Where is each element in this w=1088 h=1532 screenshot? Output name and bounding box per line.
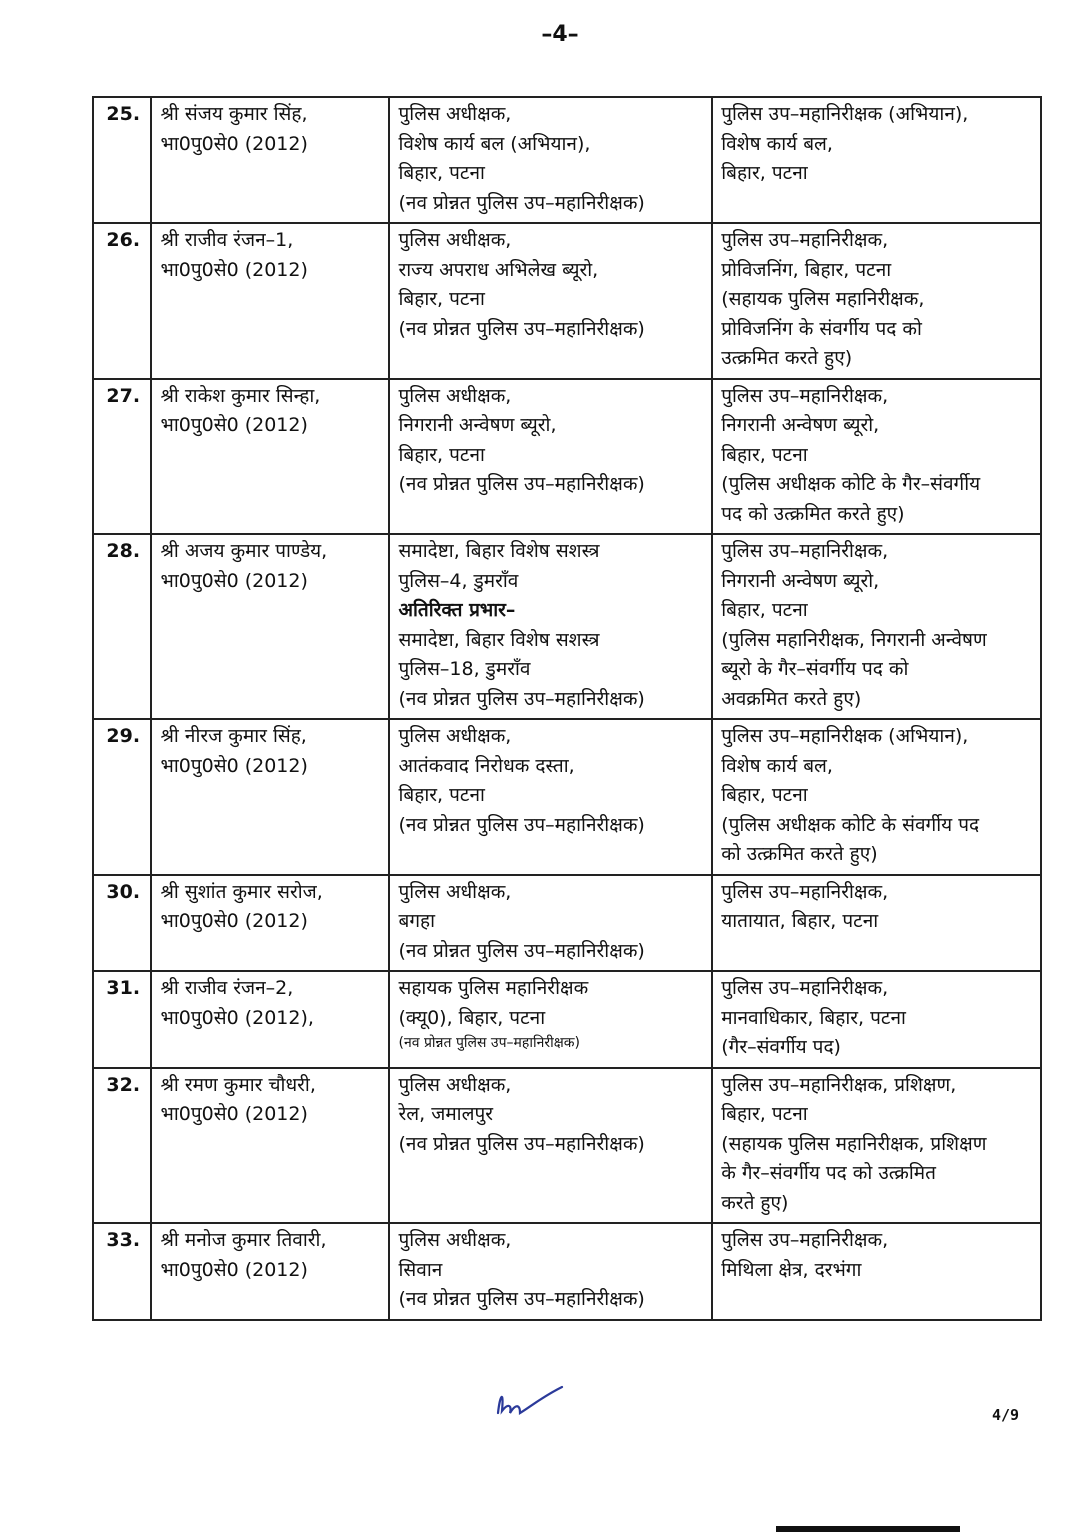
current-post-line: पुलिस अधीक्षक, [398,229,512,251]
table-row [93,379,1041,535]
new-post-cell [712,223,1041,379]
officer-line: श्री राजीव रंजन–1, [160,229,294,251]
signature [490,1383,570,1423]
current-post-line: बिहार, पटना [398,288,485,310]
transfer-table [92,96,1042,1321]
officer-line: श्री अजय कुमार पाण्डेय, [160,540,328,562]
current-post-line: (नव प्रोन्नत पुलिस उप–महानिरीक्षक) [398,1132,645,1155]
current-post-line: राज्य अपराध अभिलेख ब्यूरो, [398,258,599,281]
serial-number: 25. [93,97,151,223]
table-row [93,971,1041,1068]
current-post-line: बिहार, पटना [398,162,485,184]
new-post-line: पुलिस उप–महानिरीक्षक, [721,977,889,999]
table-row [93,875,1041,972]
current-post-line: (नव प्रोन्नत पुलिस उप–महानिरीक्षक) [398,939,645,962]
new-post-cell [712,97,1041,223]
serial-number: 27. [93,379,151,535]
officer-line: भा0पु0से0 (2012) [160,569,308,592]
serial-number: 26. [93,223,151,379]
current-post-line: पुलिस अधीक्षक, [398,880,512,903]
current-post-line: पुलिस अधीक्षक, [398,384,512,407]
current-post-line: (नव प्रोन्नत पुलिस उप–महानिरीक्षक) [398,473,645,495]
page-of-total: 4/9 [992,1406,1020,1424]
officer-line: श्री संजय कुमार सिंह, [160,103,308,125]
new-post-line: पुलिस उप–महानिरीक्षक (अभियान), [721,725,969,747]
officer-name-cell [151,719,389,875]
current-post-line: पुलिस–4, डुमराँव [398,569,519,592]
current-post-line: (नव प्रोन्नत पुलिस उप–महानिरीक्षक) [398,1035,580,1051]
new-post-line: (पुलिस महानिरीक्षक, निगरानी अन्वेषण [721,628,987,651]
current-post-line: विशेष कार्य बल (अभियान), [398,132,591,155]
new-post-line: पुलिस उप–महानिरीक्षक, [721,384,889,407]
new-post-cell [712,379,1041,535]
current-post-cell [389,97,712,223]
serial-number: 28. [93,534,151,719]
officer-line: भा0पु0से0 (2012), [160,1006,314,1029]
officer-line: श्री नीरज कुमार सिंह, [160,725,307,747]
new-post-line: पुलिस उप–महानिरीक्षक, [721,229,889,251]
new-post-cell [712,971,1041,1068]
serial-number: 33. [93,1223,151,1320]
current-post-line: अतिरिक्त प्रभार– [398,599,516,621]
current-post-cell [389,875,712,972]
serial-number: 29. [93,719,151,875]
officer-name-cell [151,223,389,379]
current-post-line: पुलिस अधीक्षक, [398,725,512,747]
officer-line: श्री राकेश कुमार सिन्हा, [160,384,321,407]
transfer-table-body [93,97,1041,1320]
new-post-line: प्रोविजनिंग के संवर्गीय पद को [721,317,922,340]
officer-line: श्री रमण कुमार चौधरी, [160,1073,316,1096]
table-row [93,534,1041,719]
officer-line: भा0पु0से0 (2012) [160,754,308,777]
current-post-line: पुलिस अधीक्षक, [398,103,512,125]
new-post-line: निगरानी अन्वेषण ब्यूरो, [721,569,880,592]
new-post-line: पुलिस उप–महानिरीक्षक, [721,880,889,903]
officer-line: श्री मनोज कुमार तिवारी, [160,1229,327,1251]
serial-number: 32. [93,1068,151,1224]
new-post-cell [712,534,1041,719]
new-post-line: यातायात, बिहार, पटना [721,910,879,932]
serial-number: 31. [93,971,151,1068]
current-post-line: पुलिस–18, डुमराँव [398,658,531,680]
serial-number: 30. [93,875,151,972]
new-post-cell [712,875,1041,972]
current-post-line: समादेष्टा, बिहार विशेष सशस्त्र [398,540,600,562]
table-row [93,1223,1041,1320]
new-post-line: पुलिस उप–महानिरीक्षक (अभियान), [721,103,969,125]
officer-name-cell [151,97,389,223]
current-post-line: (नव प्रोन्नत पुलिस उप–महानिरीक्षक) [398,317,645,340]
new-post-line: (सहायक पुलिस महानिरीक्षक, प्रशिक्षण [721,1132,987,1155]
current-post-line: (नव प्रोन्नत पुलिस उप–महानिरीक्षक) [398,1288,645,1310]
officer-line: भा0पु0से0 (2012) [160,910,308,932]
current-post-line: सिवान [398,1258,443,1281]
officer-name-cell [151,534,389,719]
new-post-line: अवक्रमित करते हुए) [721,687,862,710]
officer-line: भा0पु0से0 (2012) [160,258,308,281]
current-post-line: (नव प्रोन्नत पुलिस उप–महानिरीक्षक) [398,191,645,214]
current-post-line: (क्यू0), बिहार, पटना [398,1006,546,1029]
new-post-line: बिहार, पटना [721,784,808,806]
current-post-cell [389,1068,712,1224]
current-post-line: बगहा [398,910,436,932]
current-post-cell [389,534,712,719]
new-post-cell [712,719,1041,875]
current-post-cell [389,379,712,535]
officer-name-cell [151,1223,389,1320]
new-post-cell [712,1223,1041,1320]
new-post-line: (गैर–संवर्गीय पद) [721,1036,841,1058]
new-post-line: मिथिला क्षेत्र, दरभंगा [721,1258,862,1281]
officer-line: श्री सुशांत कुमार सरोज, [160,880,323,903]
table-row [93,719,1041,875]
new-post-line: (पुलिस अधीक्षक कोटि के संवर्गीय पद [721,813,980,836]
officer-name-cell [151,971,389,1068]
officer-name-cell [151,875,389,972]
table-row [93,1068,1041,1224]
new-post-line: विशेष कार्य बल, [721,132,833,155]
new-post-line: निगरानी अन्वेषण ब्यूरो, [721,414,880,436]
current-post-line: पुलिस अधीक्षक, [398,1229,512,1251]
current-post-cell [389,1223,712,1320]
officer-line: भा0पु0से0 (2012) [160,1103,308,1125]
current-post-cell [389,719,712,875]
current-post-line: (नव प्रोन्नत पुलिस उप–महानिरीक्षक) [398,687,645,710]
page-number: –4– [541,22,579,47]
new-post-line: पुलिस उप–महानिरीक्षक, [721,540,889,562]
new-post-line: ब्यूरो के गैर–संवर्गीय पद को [721,658,909,680]
new-post-line: मानवाधिकार, बिहार, पटना [721,1006,906,1029]
officer-line: भा0पु0से0 (2012) [160,414,308,436]
new-post-line: पद को उत्क्रमित करते हुए) [721,502,905,525]
current-post-line: निगरानी अन्वेषण ब्यूरो, [398,414,557,436]
table-row [93,97,1041,223]
current-post-line: पुलिस अधीक्षक, [398,1073,512,1096]
table-row [93,223,1041,379]
current-post-cell [389,223,712,379]
officer-line: श्री राजीव रंजन–2, [160,977,294,999]
new-post-line: पुलिस उप–महानिरीक्षक, [721,1229,889,1251]
officer-line: भा0पु0से0 (2012) [160,1258,308,1281]
new-post-line: प्रोविजनिंग, बिहार, पटना [721,258,892,281]
new-post-line: को उत्क्रमित करते हुए) [721,843,878,865]
new-post-line: करते हुए) [721,1191,789,1214]
new-post-cell [712,1068,1041,1224]
current-post-line: समादेष्टा, बिहार विशेष सशस्त्र [398,628,600,651]
officer-name-cell [151,1068,389,1224]
new-post-line: उत्क्रमित करते हुए) [721,347,853,369]
new-post-line: (सहायक पुलिस महानिरीक्षक, [721,288,925,310]
current-post-cell [389,971,712,1068]
new-post-line: विशेष कार्य बल, [721,754,833,777]
current-post-line: आतंकवाद निरोधक दस्ता, [398,754,575,777]
officer-line: भा0पु0से0 (2012) [160,132,308,155]
bottom-rule [776,1526,960,1532]
current-post-line: (नव प्रोन्नत पुलिस उप–महानिरीक्षक) [398,813,645,836]
current-post-line: बिहार, पटना [398,443,485,466]
current-post-line: रेल, जमालपुर [398,1103,494,1125]
new-post-line: बिहार, पटना [721,162,808,184]
current-post-line: बिहार, पटना [398,784,485,806]
new-post-line: बिहार, पटना [721,1103,808,1125]
new-post-line: (पुलिस अधीक्षक कोटि के गैर–संवर्गीय [721,473,981,495]
new-post-line: बिहार, पटना [721,599,808,621]
new-post-line: के गैर–संवर्गीय पद को उत्क्रमित [721,1162,936,1184]
current-post-line: सहायक पुलिस महानिरीक्षक [398,977,589,999]
new-post-line: पुलिस उप–महानिरीक्षक, प्रशिक्षण, [721,1073,957,1096]
new-post-line: बिहार, पटना [721,443,808,466]
officer-name-cell [151,379,389,535]
